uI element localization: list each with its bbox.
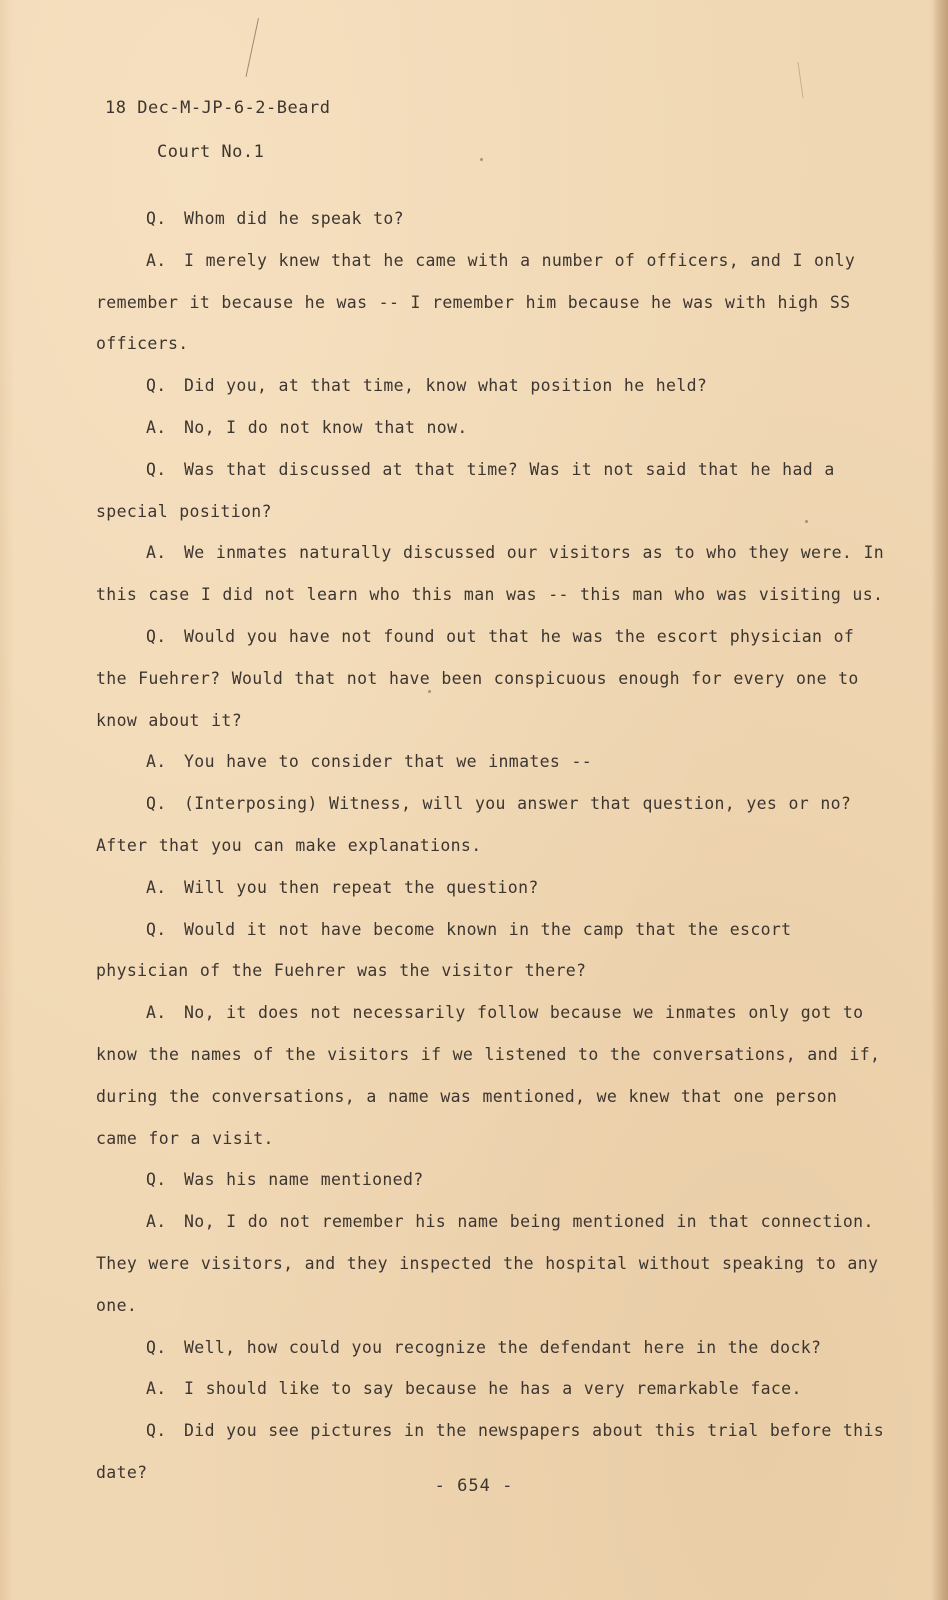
turn-text: Did you, at that time, know what position he held? (184, 376, 708, 396)
speaker-label: A. (146, 752, 167, 772)
transcript-turn (96, 449, 888, 533)
transcript-turn (96, 909, 888, 993)
speaker-label: Q. (146, 1170, 167, 1190)
turn-text: I should like to say because he has a very remarkable face. (184, 1379, 802, 1399)
turn-text: Would you have not found out that he was the escort physician of the Fuehrer? Would that not have been conspicuous enough for every one to know about it? (96, 626, 859, 730)
transcript-turn (96, 992, 888, 1159)
page-number: - 654 - (434, 1476, 514, 1496)
transcript-turn (96, 1368, 888, 1410)
page-edge-shadow (932, 0, 948, 1600)
turn-text: Whom did he speak to? (184, 209, 404, 228)
speaker-label: Q. (146, 1337, 167, 1357)
pencil-mark (797, 62, 803, 98)
speaker-label: A. (146, 417, 167, 437)
speaker-label: A. (146, 877, 167, 897)
turn-text: Would it not have become known in the camp that the escort physician of the Fuehrer was the visitor there? (96, 919, 792, 981)
turn-text: Well, how could you recognize the defendant here in the dock? (184, 1337, 822, 1357)
speaker-label: A. (146, 1212, 167, 1232)
speaker-label: A. (146, 543, 167, 563)
transcript-turn (96, 240, 888, 365)
transcript-turn (96, 198, 888, 240)
transcript-turn (96, 532, 888, 616)
transcript-turn (96, 407, 888, 449)
speaker-label: A. (146, 1003, 167, 1023)
speaker-label: Q. (146, 919, 167, 939)
turn-text: No, it does not necessarily follow because we inmates only got to know the names of the visitors if we listened to the conversations, and if, during the conversations, a name was mentioned, we knew that one person came for a visit. (96, 1003, 881, 1148)
speaker-label: Q. (146, 794, 167, 814)
turn-text: Did you see pictures in the newspapers about this trial before this date? (96, 1421, 885, 1482)
turn-text: You have to consider that we inmates -- (184, 752, 593, 772)
speaker-label: Q. (146, 376, 167, 396)
speaker-label: A. (146, 250, 167, 270)
turn-text: I merely knew that he came with a number of officers, and I only remember it because he was -- I remember him because he was with high SS officers. (96, 250, 856, 354)
transcript-body (96, 198, 888, 1494)
speaker-label: Q. (146, 626, 167, 646)
document-header: 18 Dec-M-JP-6-2-Beard (105, 98, 331, 118)
turn-text: We inmates naturally discussed our visitors as to who they were. In this case I did not learn who this man was -- this man who was visiting us. (96, 543, 885, 605)
turn-text: Was his name mentioned? (184, 1170, 424, 1190)
transcript-turn (96, 741, 888, 783)
transcript-turn (96, 1327, 888, 1369)
turn-text: Was that discussed at that time? Was it not said that he had a special position? (96, 459, 835, 521)
transcript-turn (96, 1201, 888, 1326)
pencil-mark (246, 18, 259, 77)
court-label: Court No.1 (157, 142, 265, 162)
speaker-label: Q. (146, 209, 167, 228)
transcript-turn (96, 365, 888, 407)
speaker-label: A. (146, 1379, 167, 1399)
transcript-turn (96, 867, 888, 909)
turn-text: (Interposing) Witness, will you answer that question, yes or no? After that you can make explanations. (96, 794, 852, 855)
turn-text: Will you then repeat the question? (184, 877, 539, 897)
speaker-label: Q. (146, 459, 167, 479)
paper-speck (480, 158, 483, 161)
turn-text: No, I do not remember his name being mentioned in that connection. They were visitors, and they inspected the hospital without speaking to any one. (96, 1212, 879, 1315)
turn-text: No, I do not know that now. (184, 417, 468, 437)
transcript-turn (96, 783, 888, 867)
transcript-turn (96, 1159, 888, 1201)
transcript-turn (96, 616, 888, 741)
speaker-label: Q. (146, 1421, 167, 1441)
